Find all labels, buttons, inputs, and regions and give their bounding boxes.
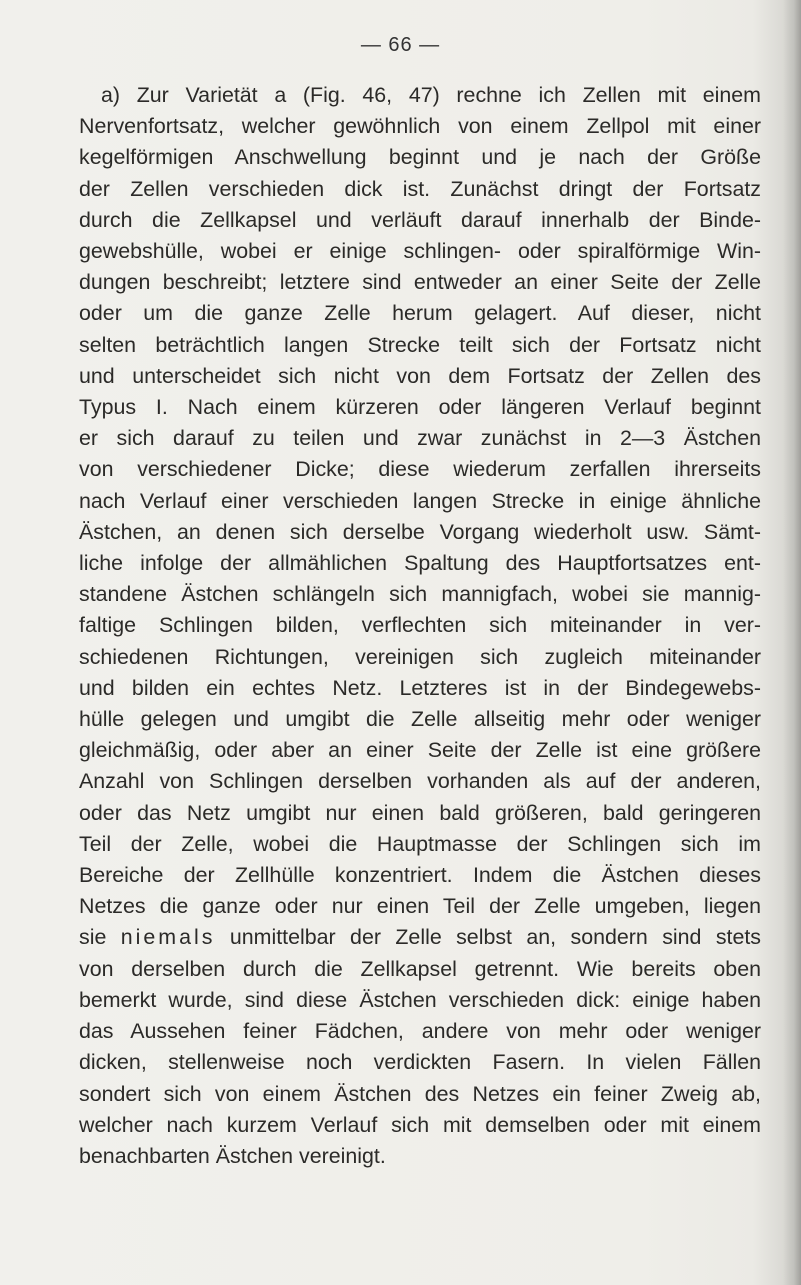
text-line-emphasis	[79, 922, 761, 953]
text-line: kegelförmigen Anschwellung beginnt und je nach der Größe	[79, 145, 761, 170]
text-line: a) Zur Varietät a (Fig. 46, 47) rechne ich Zellen mit einem	[101, 83, 761, 107]
text-line: Ästchen, an denen sich derselbe Vorgang wiederholt usw. Sämt-	[79, 519, 761, 544]
text-line: oder das Netz umgibt nur einen bald größeren, bald geringeren	[79, 800, 761, 825]
text-line: gleichmäßig, oder aber an einer Seite der Zelle ist eine größere	[79, 738, 761, 763]
text-line: selten beträchtlich langen Strecke teilt sich der Fortsatz nicht	[79, 332, 761, 357]
text-fragment: sie	[79, 925, 121, 950]
text-line: Anzahl von Schlingen derselben vorhanden als auf der anderen,	[79, 769, 761, 794]
text-line: Netzes die ganze oder nur einen Teil der Zelle umgeben, liegen	[79, 894, 761, 919]
text-line: dicken, stellenweise noch verdickten Fasern. In vielen Fällen	[79, 1050, 761, 1075]
text-line: bemerkt wurde, sind diese Ästchen verschieden dick: einige haben	[79, 987, 761, 1012]
text-line: er sich darauf zu teilen und zwar zunächst in 2—3 Ästchen	[79, 426, 761, 451]
text-line: und unterscheidet sich nicht von dem Fortsatz der Zellen des	[79, 363, 761, 388]
text-line: gewebshülle, wobei er einige schlingen- oder spiralförmige Win-	[79, 239, 761, 264]
text-line: benachbarten Ästchen vereinigt.	[79, 1143, 386, 1168]
text-fragment: unmittelbar der Zelle selbst an, sondern sind stets	[215, 925, 761, 950]
page-edge-shadow	[783, 0, 801, 1285]
text-line: durch die Zellkapsel und verläuft darauf innerhalb der Binde-	[79, 207, 761, 232]
text-line: und bilden ein echtes Netz. Letzteres ist in der Bindegewebs-	[79, 675, 761, 700]
text-line: Bereiche der Zellhülle konzentriert. Indem die Ästchen dieses	[79, 863, 761, 888]
text-line: sondert sich von einem Ästchen des Netzes ein feiner Zweig ab,	[79, 1081, 761, 1106]
page-number: — 66 —	[360, 34, 441, 56]
text-line: hülle gelegen und umgibt die Zelle allseitig mehr oder weniger	[79, 707, 761, 732]
text-line: Typus I. Nach einem kürzeren oder längeren Verlauf beginnt	[79, 395, 761, 420]
text-line: von derselben durch die Zellkapsel getrennt. Wie bereits oben	[79, 956, 761, 981]
body-paragraph	[79, 80, 761, 1172]
text-line: standene Ästchen schlängeln sich mannigfach, wobei sie mannig-	[79, 582, 761, 607]
text-line: oder um die ganze Zelle herum gelagert. Auf dieser, nicht	[79, 301, 761, 326]
text-line: Teil der Zelle, wobei die Hauptmasse der Schlingen sich im	[79, 831, 761, 856]
text-line: faltige Schlingen bilden, verflechten sich miteinander in ver-	[79, 613, 761, 638]
spaced-emphasis-word: niemals	[120, 925, 216, 950]
text-line: das Aussehen feiner Fädchen, andere von mehr oder weniger	[79, 1019, 761, 1044]
text-line: der Zellen verschieden dick ist. Zunächst dringt der Fortsatz	[79, 176, 761, 201]
text-line: schiedenen Richtungen, vereinigen sich zugleich miteinander	[79, 644, 761, 669]
text-line: nach Verlauf einer verschieden langen Strecke in einige ähnliche	[79, 488, 761, 513]
text-line: Nervenfortsatz, welcher gewöhnlich von einem Zellpol mit einer	[79, 114, 761, 139]
text-line: dungen beschreibt; letztere sind entweder an einer Seite der Zelle	[79, 270, 761, 295]
text-line: welcher nach kurzem Verlauf sich mit demselben oder mit einem	[79, 1112, 761, 1137]
text-line: liche infolge der allmählichen Spaltung des Hauptfortsatzes ent-	[79, 551, 761, 576]
text-line: von verschiedener Dicke; diese wiederum zerfallen ihrerseits	[79, 457, 761, 482]
